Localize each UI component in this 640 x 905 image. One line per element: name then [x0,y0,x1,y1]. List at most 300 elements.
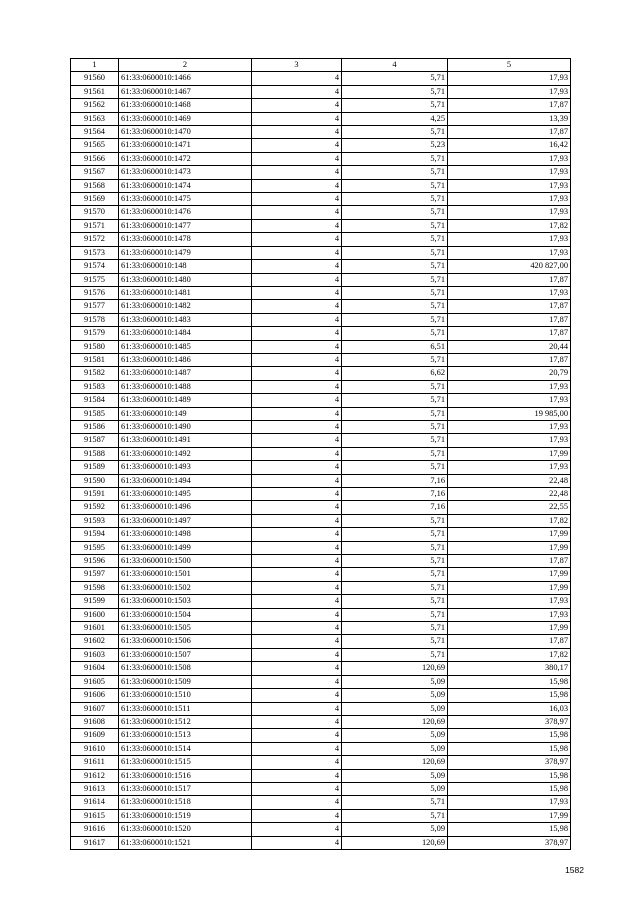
column-5-value: 420 827,00 [448,260,571,273]
table-row [71,353,571,366]
cadastral-number: 61:33:0600010:1479 [119,246,252,259]
row-number: 91597 [71,568,119,581]
column-3-value: 4 [252,72,342,85]
column-3-value: 4 [252,595,342,608]
column-5-value: 20,44 [448,340,571,353]
row-number: 91575 [71,273,119,286]
cadastral-number: 61:33:0600010:1501 [119,568,252,581]
row-number: 91561 [71,85,119,98]
column-5-value: 15,98 [448,689,571,702]
row-number: 91588 [71,447,119,460]
column-5-value: 17,93 [448,72,571,85]
cadastral-number: 61:33:0600010:1515 [119,756,252,769]
column-5-value: 17,93 [448,166,571,179]
column-3-value: 4 [252,769,342,782]
cadastral-number: 61:33:0600010:1466 [119,72,252,85]
column-3-value: 4 [252,608,342,621]
table-row [71,474,571,487]
column-5-value: 17,93 [448,152,571,165]
column-3-value: 4 [252,166,342,179]
table-row [71,340,571,353]
row-number: 91577 [71,300,119,313]
column-3-value: 4 [252,715,342,728]
column-3-value: 4 [252,219,342,232]
row-number: 91594 [71,528,119,541]
column-4-value: 5,71 [342,286,448,299]
column-4-value: 5,09 [342,782,448,795]
cadastral-number: 61:33:0600010:1488 [119,380,252,393]
column-5-value: 17,87 [448,273,571,286]
column-5-value: 17,87 [448,555,571,568]
column-4-value: 5,71 [342,273,448,286]
column-3-value: 4 [252,286,342,299]
column-5-value: 22,48 [448,488,571,501]
column-3-value: 4 [252,541,342,554]
column-4-value: 5,71 [342,327,448,340]
column-3-value: 4 [252,260,342,273]
column-5-value: 17,87 [448,126,571,139]
column-5-value: 17,99 [448,541,571,554]
cadastral-number: 61:33:0600010:1507 [119,648,252,661]
table-row [71,715,571,728]
table-row [71,394,571,407]
column-5-value: 17,93 [448,461,571,474]
column-4-value: 120,69 [342,836,448,849]
table-row [71,742,571,755]
table-row [71,260,571,273]
column-4-value: 5,09 [342,742,448,755]
column-5-value: 17,93 [448,608,571,621]
column-5-value: 17,93 [448,179,571,192]
row-number: 91615 [71,809,119,822]
row-number: 91571 [71,219,119,232]
row-number: 91572 [71,233,119,246]
column-3-value: 4 [252,836,342,849]
row-number: 91587 [71,434,119,447]
table-row [71,702,571,715]
column-5-value: 17,93 [448,796,571,809]
row-number: 91616 [71,823,119,836]
column-5-value: 17,93 [448,595,571,608]
column-4-value: 5,09 [342,769,448,782]
row-number: 91604 [71,662,119,675]
column-3-value: 4 [252,702,342,715]
table-row [71,434,571,447]
table-row [71,219,571,232]
column-4-value: 5,71 [342,394,448,407]
cadastral-number: 61:33:0600010:1495 [119,488,252,501]
column-4-value: 5,71 [342,514,448,527]
table-row [71,286,571,299]
cadastral-number: 61:33:0600010:1516 [119,769,252,782]
table-row [71,246,571,259]
cadastral-number: 61:33:0600010:1510 [119,689,252,702]
column-5-value: 17,93 [448,420,571,433]
column-4-value: 7,16 [342,474,448,487]
column-4-value: 5,71 [342,796,448,809]
column-header-5: 5 [448,59,571,72]
column-3-value: 4 [252,126,342,139]
cadastral-number: 61:33:0600010:1471 [119,139,252,152]
column-header-4: 4 [342,59,448,72]
column-3-value: 4 [252,300,342,313]
column-4-value: 5,71 [342,313,448,326]
column-5-value: 380,17 [448,662,571,675]
column-4-value: 5,71 [342,99,448,112]
column-5-value: 17,87 [448,300,571,313]
column-4-value: 5,71 [342,635,448,648]
column-4-value: 5,71 [342,166,448,179]
column-3-value: 4 [252,581,342,594]
cadastral-number: 61:33:0600010:1476 [119,206,252,219]
column-5-value: 17,99 [448,528,571,541]
table-row [71,782,571,795]
row-number: 91560 [71,72,119,85]
table-row [71,152,571,165]
column-4-value: 5,09 [342,702,448,715]
column-3-value: 4 [252,635,342,648]
cadastral-number: 61:33:0600010:1500 [119,555,252,568]
cadastral-number: 61:33:0600010:1483 [119,313,252,326]
cadastral-number: 61:33:0600010:1467 [119,85,252,98]
cadastral-number: 61:33:0600010:1506 [119,635,252,648]
row-number: 91602 [71,635,119,648]
column-3-value: 4 [252,313,342,326]
table-row [71,72,571,85]
column-4-value: 5,71 [342,608,448,621]
row-number: 91586 [71,420,119,433]
row-number: 91599 [71,595,119,608]
cadastral-number: 61:33:0600010:1474 [119,179,252,192]
row-number: 91564 [71,126,119,139]
column-4-value: 5,09 [342,689,448,702]
column-3-value: 4 [252,662,342,675]
table-row [71,488,571,501]
column-3-value: 4 [252,514,342,527]
cadastral-number: 61:33:0600010:1511 [119,702,252,715]
row-number: 91591 [71,488,119,501]
column-5-value: 17,82 [448,648,571,661]
column-3-value: 4 [252,809,342,822]
column-3-value: 4 [252,474,342,487]
cadastral-number: 61:33:0600010:1475 [119,193,252,206]
page-number: 1582 [565,865,584,875]
table-row [71,581,571,594]
column-3-value: 4 [252,675,342,688]
column-5-value: 17,99 [448,809,571,822]
column-4-value: 5,71 [342,300,448,313]
column-4-value: 5,71 [342,420,448,433]
column-4-value: 5,71 [342,622,448,635]
column-3-value: 4 [252,756,342,769]
table-row [71,85,571,98]
column-3-value: 4 [252,273,342,286]
column-3-value: 4 [252,568,342,581]
table-body [71,72,571,850]
column-4-value: 5,71 [342,648,448,661]
row-number: 91566 [71,152,119,165]
cadastral-number: 61:33:0600010:1513 [119,729,252,742]
row-number: 91607 [71,702,119,715]
row-number: 91576 [71,286,119,299]
cadastral-number: 61:33:0600010:1519 [119,809,252,822]
cadastral-number: 61:33:0600010:1486 [119,353,252,366]
table-row [71,233,571,246]
row-number: 91581 [71,353,119,366]
column-5-value: 17,99 [448,622,571,635]
column-4-value: 5,71 [342,434,448,447]
row-number: 91610 [71,742,119,755]
cadastral-number: 61:33:0600010:1473 [119,166,252,179]
column-5-value: 19 985,00 [448,407,571,420]
column-3-value: 4 [252,796,342,809]
table-row [71,300,571,313]
table-row [71,179,571,192]
column-4-value: 5,71 [342,193,448,206]
table-row [71,126,571,139]
column-4-value: 5,71 [342,85,448,98]
column-5-value: 17,82 [448,514,571,527]
column-4-value: 5,23 [342,139,448,152]
table-row [71,689,571,702]
column-header-1: 1 [71,59,119,72]
row-number: 91565 [71,139,119,152]
row-number: 91592 [71,501,119,514]
column-3-value: 4 [252,233,342,246]
table-row [71,447,571,460]
column-header-2: 2 [119,59,252,72]
column-4-value: 5,71 [342,246,448,259]
column-5-value: 17,93 [448,193,571,206]
row-number: 91578 [71,313,119,326]
column-4-value: 5,71 [342,461,448,474]
row-number: 91585 [71,407,119,420]
table-row [71,675,571,688]
column-3-value: 4 [252,206,342,219]
column-4-value: 5,71 [342,72,448,85]
column-5-value: 17,93 [448,85,571,98]
column-5-value: 17,87 [448,99,571,112]
cadastral-number: 61:33:0600010:1509 [119,675,252,688]
table-row [71,836,571,849]
column-4-value: 5,09 [342,675,448,688]
column-3-value: 4 [252,246,342,259]
table-row [71,809,571,822]
row-number: 91573 [71,246,119,259]
column-4-value: 5,71 [342,809,448,822]
column-5-value: 17,87 [448,635,571,648]
cadastral-number: 61:33:0600010:1490 [119,420,252,433]
column-3-value: 4 [252,99,342,112]
column-5-value: 17,93 [448,394,571,407]
column-4-value: 5,71 [342,152,448,165]
row-number: 91608 [71,715,119,728]
table-row [71,99,571,112]
table-row [71,112,571,125]
column-4-value: 4,25 [342,112,448,125]
cadastral-number: 61:33:0600010:1514 [119,742,252,755]
cadastral-number: 61:33:0600010:1493 [119,461,252,474]
column-3-value: 4 [252,461,342,474]
cadastral-number: 61:33:0600010:1508 [119,662,252,675]
column-5-value: 16,03 [448,702,571,715]
cadastral-number: 61:33:0600010:1503 [119,595,252,608]
column-5-value: 17,99 [448,568,571,581]
row-number: 91612 [71,769,119,782]
cadastral-number: 61:33:0600010:1499 [119,541,252,554]
cadastral-number: 61:33:0600010:1469 [119,112,252,125]
row-number: 91613 [71,782,119,795]
column-5-value: 13,39 [448,112,571,125]
column-5-value: 17,99 [448,581,571,594]
cadastral-number: 61:33:0600010:1478 [119,233,252,246]
column-4-value: 5,71 [342,219,448,232]
cadastral-number: 61:33:0600010:1481 [119,286,252,299]
cadastral-number: 61:33:0600010:1494 [119,474,252,487]
table-row [71,541,571,554]
table-row [71,461,571,474]
table-row [71,313,571,326]
column-3-value: 4 [252,447,342,460]
column-5-value: 20,79 [448,367,571,380]
cadastral-number: 61:33:0600010:1504 [119,608,252,621]
row-number: 91582 [71,367,119,380]
table-row [71,662,571,675]
column-5-value: 378,97 [448,836,571,849]
cadastral-number: 61:33:0600010:1482 [119,300,252,313]
table-row [71,769,571,782]
table-row [71,380,571,393]
column-5-value: 17,93 [448,434,571,447]
header-row [71,59,571,72]
row-number: 91583 [71,380,119,393]
table-row [71,729,571,742]
column-3-value: 4 [252,179,342,192]
row-number: 91580 [71,340,119,353]
table-row [71,273,571,286]
column-3-value: 4 [252,555,342,568]
column-3-value: 4 [252,85,342,98]
column-4-value: 7,16 [342,488,448,501]
column-5-value: 378,97 [448,756,571,769]
column-4-value: 5,71 [342,233,448,246]
column-4-value: 5,71 [342,541,448,554]
column-3-value: 4 [252,689,342,702]
cadastral-number: 61:33:0600010:1491 [119,434,252,447]
cadastral-number: 61:33:0600010:1472 [119,152,252,165]
cadastral-number: 61:33:0600010:1505 [119,622,252,635]
cadastral-number: 61:33:0600010:1498 [119,528,252,541]
column-4-value: 5,71 [342,528,448,541]
column-3-value: 4 [252,112,342,125]
row-number: 91598 [71,581,119,594]
column-3-value: 4 [252,501,342,514]
table-row [71,514,571,527]
column-5-value: 17,87 [448,353,571,366]
row-number: 91567 [71,166,119,179]
row-number: 91579 [71,327,119,340]
row-number: 91590 [71,474,119,487]
table-row [71,595,571,608]
row-number: 91606 [71,689,119,702]
table-row [71,635,571,648]
column-4-value: 120,69 [342,662,448,675]
cadastral-number: 61:33:0600010:1518 [119,796,252,809]
table-row [71,327,571,340]
column-4-value: 5,71 [342,126,448,139]
cadastral-number: 61:33:0600010:1521 [119,836,252,849]
cadastral-number: 61:33:0600010:1485 [119,340,252,353]
row-number: 91595 [71,541,119,554]
column-5-value: 15,98 [448,675,571,688]
cadastral-number: 61:33:0600010:1487 [119,367,252,380]
column-5-value: 15,98 [448,769,571,782]
row-number: 91614 [71,796,119,809]
row-number: 91584 [71,394,119,407]
table-row [71,568,571,581]
cadastral-number: 61:33:0600010:1489 [119,394,252,407]
column-4-value: 120,69 [342,715,448,728]
table-row [71,796,571,809]
table-row [71,420,571,433]
table-row [71,608,571,621]
column-3-value: 4 [252,782,342,795]
table-row [71,193,571,206]
column-3-value: 4 [252,193,342,206]
table-row [71,367,571,380]
column-3-value: 4 [252,152,342,165]
column-4-value: 5,71 [342,260,448,273]
row-number: 91605 [71,675,119,688]
row-number: 91568 [71,179,119,192]
column-5-value: 22,48 [448,474,571,487]
column-4-value: 5,09 [342,729,448,742]
column-3-value: 4 [252,823,342,836]
column-5-value: 17,93 [448,380,571,393]
row-number: 91589 [71,461,119,474]
row-number: 91574 [71,260,119,273]
table-row [71,501,571,514]
row-number: 91569 [71,193,119,206]
column-5-value: 22,55 [448,501,571,514]
row-number: 91609 [71,729,119,742]
cadastral-number: 61:33:0600010:1512 [119,715,252,728]
table-row [71,139,571,152]
table-row [71,206,571,219]
column-3-value: 4 [252,742,342,755]
row-number: 91596 [71,555,119,568]
column-3-value: 4 [252,648,342,661]
cadastral-number: 61:33:0600010:1496 [119,501,252,514]
cadastral-number: 61:33:0600010:1484 [119,327,252,340]
row-number: 91617 [71,836,119,849]
column-4-value: 5,71 [342,380,448,393]
column-5-value: 378,97 [448,715,571,728]
column-3-value: 4 [252,622,342,635]
column-3-value: 4 [252,340,342,353]
column-5-value: 17,93 [448,206,571,219]
cadastral-number: 61:33:0600010:1470 [119,126,252,139]
table-row [71,823,571,836]
cadastral-number: 61:33:0600010:1497 [119,514,252,527]
column-5-value: 15,98 [448,729,571,742]
table-row [71,622,571,635]
column-3-value: 4 [252,327,342,340]
cadastral-number: 61:33:0600010:149 [119,407,252,420]
column-5-value: 17,93 [448,246,571,259]
table-row [71,166,571,179]
column-5-value: 17,87 [448,327,571,340]
